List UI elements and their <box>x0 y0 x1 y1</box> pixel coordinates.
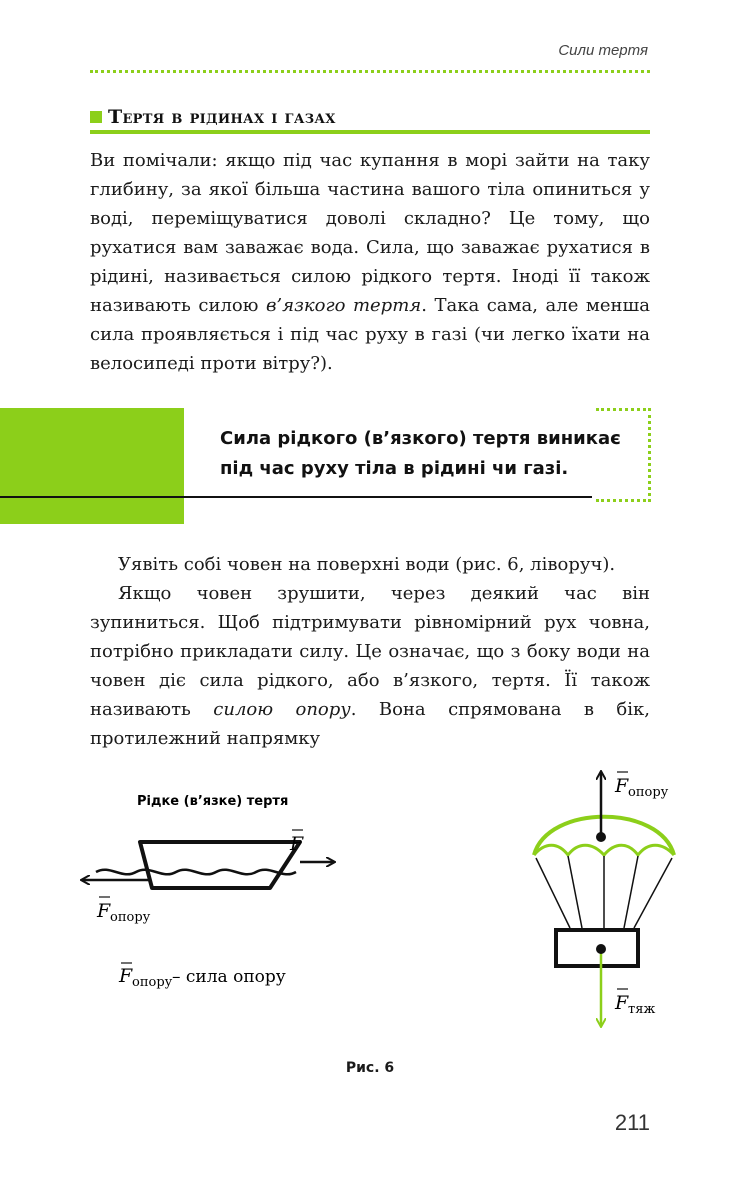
section-heading <box>90 106 650 134</box>
gravity-label-subscript: тяж <box>628 1002 656 1017</box>
up-force-label <box>614 772 669 800</box>
legend-subscript: опору <box>132 975 173 990</box>
figure-6 <box>0 760 756 1050</box>
section-bullet-square <box>90 111 102 123</box>
header-dotted-rule <box>90 70 650 73</box>
definition-underline <box>0 496 592 498</box>
force-label <box>289 830 304 855</box>
parachute-canopy-edge <box>534 845 674 855</box>
parachute-lines <box>536 856 672 928</box>
resistance-label-symbol: F <box>97 900 111 922</box>
up-force-label-symbol: F <box>615 775 629 797</box>
page-number: 211 <box>614 1110 650 1135</box>
legend-symbol: F <box>119 965 133 987</box>
paragraph-boat-intro: Уявіть собі човен на поверхні води (рис. 6, ліворуч). <box>118 554 616 575</box>
definition-text: Сила рідкого (в’язкого) тертя виникає під час руху тіла в рідині чи газі. <box>220 428 621 479</box>
paragraph-boat-text-1: Якщо човен зрушити, через деякий час він зупиниться. Щоб підтримувати рівномірний рух човна, потрібно прикладати силу. Це означає, що з боку води на човен діє сила рідкого, або в’язкого, тертя. Її також називають <box>90 583 650 720</box>
paragraph-intro-text-1: Ви помічали: якщо під час купання в морі зайти на таку глибину, за якої більша частина вашого тіла опиниться у воді, переміщуватися доволі складно? Це тому, що рухатися вам заважає вода. Сила, що заважає рухатися в рідині, називається силою рідкого тертя. Іноді її також називають силою <box>90 150 650 316</box>
paragraph-boat-explain <box>90 579 650 753</box>
legend <box>118 963 286 990</box>
legend-text: – сила опору <box>172 967 286 987</box>
paragraph-boat-text-2: . Вона спрямована в бік, протилежний напрямку <box>90 699 650 749</box>
paragraph-intro <box>90 146 650 378</box>
canopy-force-point <box>596 832 606 842</box>
up-force-label-subscript: опору <box>628 785 669 800</box>
load-force-point <box>596 944 606 954</box>
section-title: Тертя в рідинах і газах <box>108 106 336 128</box>
paragraph-intro-italic: в’язкого тертя <box>265 295 422 316</box>
gravity-label <box>614 989 655 1017</box>
figure-caption: Рис. 6 <box>345 1060 395 1076</box>
resistance-label-subscript: опору <box>110 910 151 925</box>
paragraph-boat-italic: силою опору <box>213 699 351 720</box>
boat-hull <box>140 842 300 888</box>
figure-left-title: Рідке (в’язке) тертя <box>137 794 289 809</box>
force-label-symbol: F <box>290 833 304 855</box>
running-header: Сили тертя <box>558 42 648 59</box>
resistance-label <box>96 897 151 925</box>
paragraph-intro-text-2: . Така сама, але менша сила проявляється і під час руху в газі (чи легко їхати на велосипеді проти вітру?). <box>90 295 651 374</box>
definition-green-block <box>0 408 184 524</box>
water-wave <box>96 870 296 875</box>
gravity-label-symbol: F <box>615 992 629 1014</box>
